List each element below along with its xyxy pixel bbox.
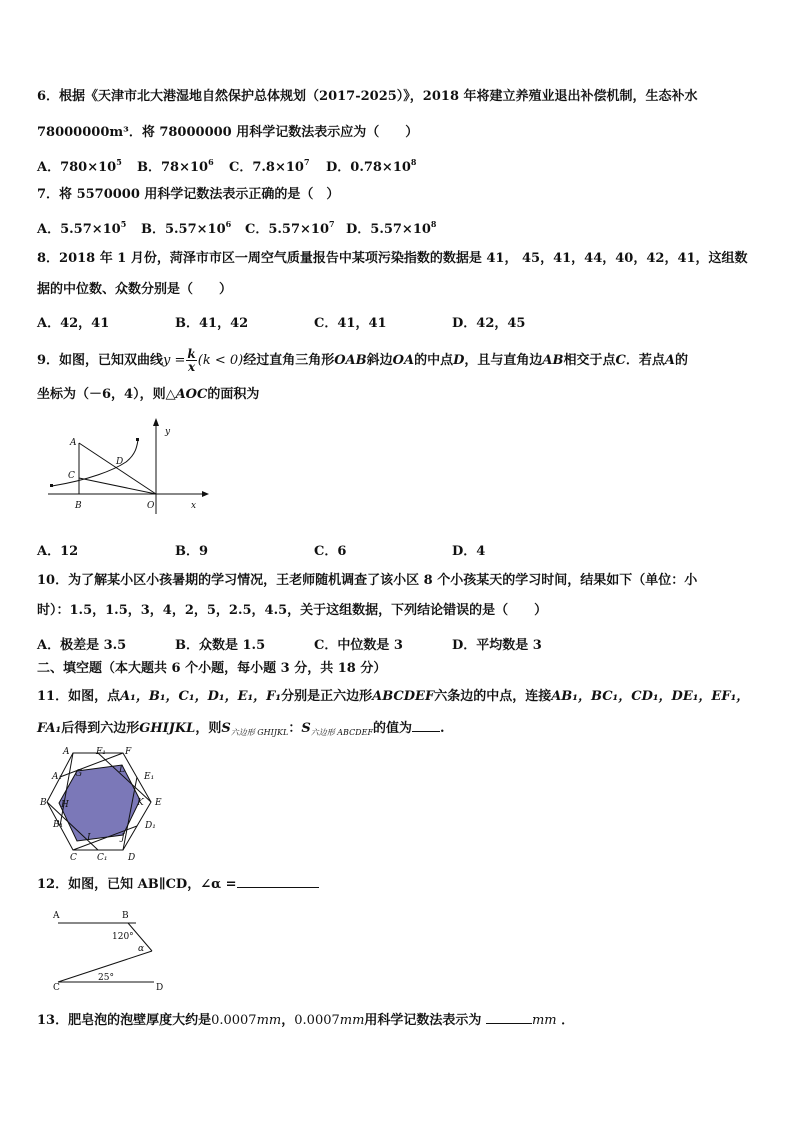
q9-fraction: $\frac{k}{x}$ [187,347,196,374]
q9-label-d: D [116,457,124,467]
q11-label-e: E [155,798,162,808]
q11-label-k: K [137,798,144,808]
q11-label-f1: F₁ [96,747,106,757]
q10-line2: 时）：1.5，1.5，3，4，2，5，2.5，4.5，关于这组数据，下列结论错误的是（ ） [37,603,548,618]
q12-label-a: A [53,911,60,921]
q9-option-d: D．4 [452,544,486,559]
q11-label-j: J [121,833,125,843]
section-2-heading: 二、填空题（本大题共 6 个小题，每小题 3 分，共 18 分） [37,661,387,676]
q11-label-b1: B₁ [53,820,64,830]
q9-line2: 坐标为（－6，4），则△AOC的面积为 [37,387,260,402]
q12-label-alpha: α [138,944,145,954]
q12-answer-blank [237,874,319,888]
q6-line2: 78000000m³．将 78000000 用科学记数法表示应为（ ） [37,125,419,140]
q13-answer-blank [486,1010,532,1024]
q11-label-f: F [125,747,132,757]
q6-line1: 6．根据《天津市北大港湿地自然保护总体规划（2017-2025）》，2018 年将建立养殖业退出补偿机制，生态补水 [37,89,698,104]
q11-line1: 11．如图，点A₁，B₁，C₁，D₁，E₁，F₁分别是正六边形ABCDEF六条边的中点，连接AB₁，BC₁，CD₁，DE₁，EF₁， [37,689,750,704]
q10-line1: 10．为了解某小区小孩暑期的学习情况，王老师随机调查了该小区 8 个小孩某天的学习时间，结果如下（单位：小 [37,573,698,588]
q9-line1: 9．如图，已知双曲线y = $\frac{k}{x}$ (k < 0)经过直角三角形OAB斜边OA的中点D，且与直角边AB相交于点C．若点A的 [37,347,688,374]
q10-option-a: A．极差是 3.5 [37,638,127,653]
q9-label-c: C [68,471,75,481]
q11-label-h: H [61,800,69,810]
q9-label-y: y [165,427,171,437]
q9-label-o: O [147,501,155,511]
q11-label-e1: E₁ [144,772,155,782]
q11-label-c1: C₁ [97,853,108,863]
q11-answer-blank [412,718,440,732]
q12-label-25: 25° [98,973,114,983]
q12-stem: 12．如图，已知 AB∥CD，∠α = [37,874,319,894]
q6-option-c: C．$7.8\times 10^7$ [229,157,310,175]
q8-option-a: A．42，41 [37,316,110,331]
q12-label-c: C [53,983,60,993]
q8-line2: 据的中位数、众数分别是（ ） [37,282,233,297]
q11-label-d1: D₁ [145,821,156,831]
q11-line2: FA₁后得到六边形GHIJKL，则$S_{六边形 GHIJKL}$：$S_{六边形 ABCDEF}$的值为 . [37,718,445,742]
q8-option-b: B．41，42 [175,316,249,331]
q9-hyperbola [52,440,138,486]
q7-option-b: B．$5.57\times 10^6$ [141,219,232,237]
q13-stem: 13．肥皂泡的泡壁厚度大约是0.0007mm，0.0007mm用科学记数法表示为 mm ． [37,1010,574,1030]
q12-figure [48,906,178,994]
q9-option-a: A．12 [37,544,79,559]
q10-option-c: C．中位数是 3 [314,638,403,653]
q11-label-g: G [75,769,83,779]
q9-figure [44,418,214,518]
q11-label-a: A [63,747,70,757]
q9-label-a: A [70,438,77,448]
q6-option-b: B．$78\times 10^6$ [137,157,214,175]
q11-label-b: B [40,798,47,808]
q12-label-d: D [156,983,164,993]
q7-stem: 7．将 5570000 用科学记数法表示正确的是（ ） [37,187,340,202]
q12-label-120: 120° [112,932,134,942]
q11-label-i: I [87,833,91,843]
q7-option-c: C．$5.57\times 10^7$ [245,219,335,237]
q11-figure [37,746,172,864]
q10-option-d: D．平均数是 3 [452,638,542,653]
q8-option-d: D．42，45 [452,316,526,331]
q11-label-d: D [128,853,136,863]
q9-label-x: x [191,501,197,511]
q9-option-c: C．6 [314,544,347,559]
q11-label-c: C [70,853,77,863]
q6-option-a: A．$780\times 10^5$ [37,157,122,175]
q11-label-l: L [119,765,125,775]
q10-option-b: B．众数是 1.5 [175,638,266,653]
q9-option-b: B．9 [175,544,209,559]
q7-option-a: A．$5.57\times 10^5$ [37,219,127,237]
q8-line1: 8．2018 年 1 月份，菏泽市市区一周空气质量报告中某项污染指数的数据是 41， 45，41，44，40，42，41，这组数 [37,251,748,266]
q8-option-c: C．41，41 [314,316,387,331]
q7-option-d: D．$5.57\times 10^8$ [346,219,437,237]
q9-label-b: B [75,501,82,511]
q12-label-b: B [122,911,129,921]
q6-option-d: D．$0.78\times 10^8$ [326,157,417,175]
q11-label-a1: A₁ [52,772,63,782]
